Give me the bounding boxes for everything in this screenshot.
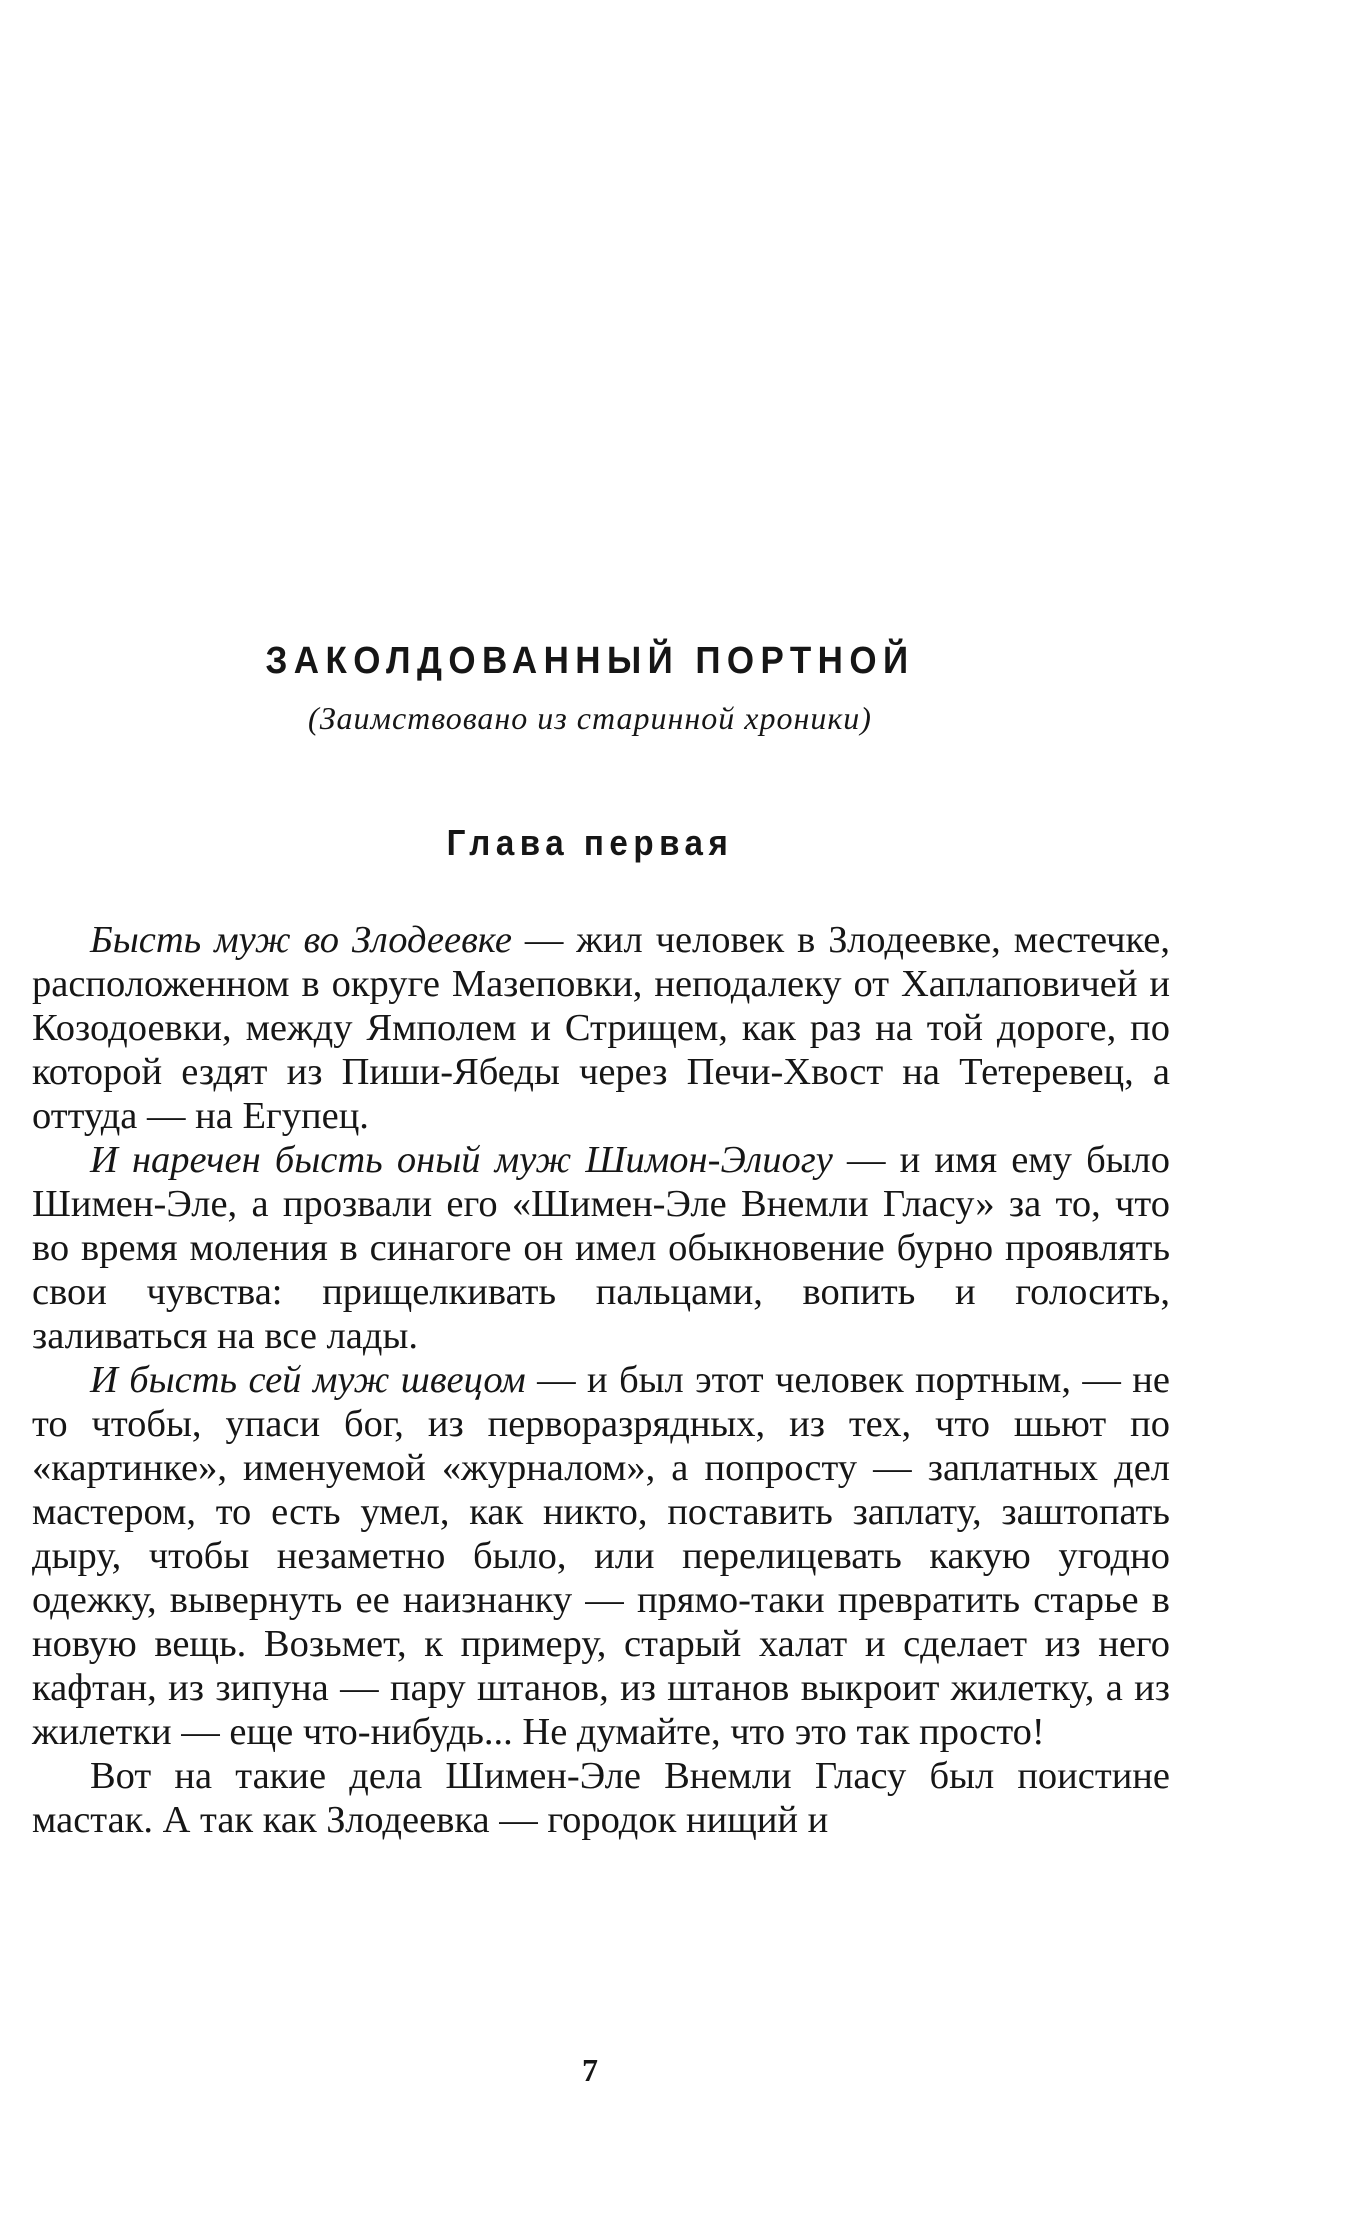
paragraph-2	[32, 1138, 1170, 1358]
paragraph-2-text: — и имя ему было Шимен-Эле, а прозвали его «Шимен-Эле Внемли Гласу» за то, что во время моления в синагоге он имел обыкновение бурно проявлять свои чувства: прищелкивать пальцами, вопить и голосить, заливаться на все лады.	[32, 1139, 1170, 1357]
paragraph-3-lead: И бысть сей муж швецом	[90, 1359, 526, 1401]
body-text	[32, 918, 1170, 1842]
paragraph-1-text: — жил человек в Злодеевке, местечке, расположенном в округе Мазеповки, неподалеку от Хаплаповичей и Козодоевки, между Ямполем и Стрищем, как раз на той дороге, по которой ездят из Пиши-Ябеды через Печи-Хвост на Тетеревец, а оттуда — на Егупец.	[32, 919, 1170, 1137]
chapter-heading: Глава первая	[446, 822, 734, 863]
story-title: ЗАКОЛДОВАННЫЙ ПОРТНОЙ	[265, 640, 915, 682]
story-subtitle: (Заимствовано из старинной хроники)	[308, 700, 872, 736]
paragraph-3-text: — и был этот человек портным, — не то чтобы, упаси бог, из перворазрядных, из тех, что шьют по «картинке», именуемой «журналом», а попросту — заплатных дел мастером, то есть умел, как никто, поставить заплату, заштопать дыру, чтобы незаметно было, или перелицевать какую угодно одежку, вывернуть ее наизнанку — прямо-таки превратить старье в новую вещь. Возьмет, к примеру, старый халат и сделает из него кафтан, из зипуна — пару штанов, из штанов выкроит жилетку, а из жилетки — еще что-нибудь... Не думайте, что это так просто!	[32, 1359, 1170, 1753]
paragraph-1-lead: Бысть муж во Злодеевке	[90, 919, 512, 961]
paragraph-3	[32, 1358, 1170, 1754]
paragraph-1	[32, 918, 1170, 1138]
paragraph-4-text: Вот на такие дела Шимен-Эле Внемли Гласу был поистине мастак. А так как Злодеевка — городок нищий и	[32, 1755, 1170, 1841]
paragraph-4	[32, 1754, 1170, 1842]
page-number: 7	[582, 2052, 598, 2088]
paragraph-2-lead: И наречен бысть оный муж Шимон-Элиогу	[90, 1139, 833, 1181]
